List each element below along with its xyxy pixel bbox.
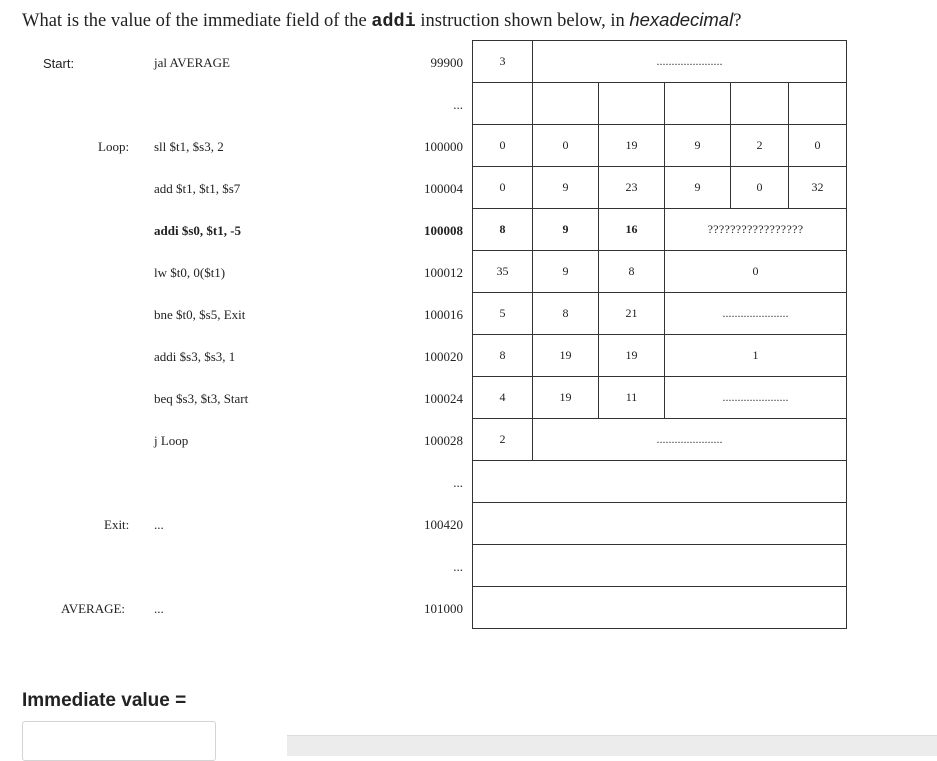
op-field: 5 xyxy=(472,292,533,335)
empty-field xyxy=(730,82,789,125)
immediate-value-input[interactable] xyxy=(22,721,216,761)
rt-field: 19 xyxy=(598,124,665,167)
rs-field: 8 xyxy=(532,292,599,335)
empty-row xyxy=(472,586,847,629)
instr-addi-s3: addi $s3, $s3, 1 xyxy=(154,349,236,364)
funct-field: 0 xyxy=(788,124,847,167)
rs-field: 19 xyxy=(532,334,599,377)
address: 101000 xyxy=(424,601,463,616)
instr-jal: jal AVERAGE xyxy=(154,55,230,70)
immediate-field: 0 xyxy=(664,250,847,293)
rt-field: 8 xyxy=(598,250,665,293)
immediate-value-label: Immediate value = xyxy=(22,690,187,711)
label-loop: Loop: xyxy=(98,139,130,154)
rt-field: 11 xyxy=(598,376,665,419)
address-ellipsis: ... xyxy=(453,97,463,112)
rt-field: 23 xyxy=(598,166,665,209)
immediate-field-unknown: ????????????????? xyxy=(664,208,847,251)
address: 100024 xyxy=(424,391,463,406)
op-field: 35 xyxy=(472,250,533,293)
address: 100016 xyxy=(424,307,463,322)
address: 100000 xyxy=(424,139,463,154)
label-exit: Exit: xyxy=(104,517,130,532)
empty-field xyxy=(532,82,599,125)
rd-field: 9 xyxy=(664,166,731,209)
instr-lw: lw $t0, 0($t1) xyxy=(154,265,226,280)
address: 100004 xyxy=(424,181,463,196)
address-ellipsis: ... xyxy=(453,559,463,574)
empty-row xyxy=(472,544,847,587)
instr-beq: beq $s3, $t3, Start xyxy=(154,391,249,406)
op-field: 3 xyxy=(472,40,533,83)
instr-bne: bne $t0, $s5, Exit xyxy=(154,307,246,322)
op-field: 0 xyxy=(472,166,533,209)
address: 100028 xyxy=(424,433,463,448)
op-field: 0 xyxy=(472,124,533,167)
instr-average-ellipsis: ... xyxy=(154,601,164,616)
question-prefix: What is the value of the immediate field of the xyxy=(22,11,372,31)
op-field: 2 xyxy=(472,418,533,461)
op-field: 8 xyxy=(472,334,533,377)
shamt-field: 0 xyxy=(730,166,789,209)
address-ellipsis: ... xyxy=(453,475,463,490)
address: 100008 xyxy=(424,223,463,238)
rt-field: 19 xyxy=(598,334,665,377)
target-field: ...................... xyxy=(532,418,847,461)
instr-exit-ellipsis: ... xyxy=(154,517,164,532)
instr-add: add $t1, $t1, $s7 xyxy=(154,181,241,196)
empty-row xyxy=(472,502,847,545)
rs-field: 19 xyxy=(532,376,599,419)
empty-field xyxy=(664,82,731,125)
shamt-field: 2 xyxy=(730,124,789,167)
question-middle: instruction shown below, in xyxy=(415,11,630,31)
rs-field: 0 xyxy=(532,124,599,167)
question-text xyxy=(22,9,741,32)
rd-field: 9 xyxy=(664,124,731,167)
empty-row xyxy=(472,460,847,503)
address: 100020 xyxy=(424,349,463,364)
address: 99900 xyxy=(430,55,463,70)
immediate-field: 1 xyxy=(664,334,847,377)
label-start: Start: xyxy=(43,56,75,71)
immediate-field: ...................... xyxy=(664,376,847,419)
question-format: hexadecimal xyxy=(629,9,734,30)
label-average: AVERAGE: xyxy=(61,601,126,616)
funct-field: 32 xyxy=(788,166,847,209)
question-instruction-code: addi xyxy=(371,11,416,32)
address: 100012 xyxy=(424,265,463,280)
question-suffix: ? xyxy=(733,11,742,31)
rs-field: 9 xyxy=(532,250,599,293)
op-field: 4 xyxy=(472,376,533,419)
empty-field xyxy=(788,82,847,125)
immediate-field: ...................... xyxy=(664,292,847,335)
op-field: 8 xyxy=(472,208,533,251)
empty-field xyxy=(598,82,665,125)
instr-sll: sll $t1, $s3, 2 xyxy=(154,139,224,154)
empty-field xyxy=(472,82,533,125)
rt-field: 16 xyxy=(598,208,665,251)
bottom-panel xyxy=(287,735,937,756)
rs-field: 9 xyxy=(532,166,599,209)
address: 100420 xyxy=(424,517,463,532)
instr-addi-s0: addi $s0, $t1, -5 xyxy=(154,223,242,238)
target-field: ...................... xyxy=(532,40,847,83)
rt-field: 21 xyxy=(598,292,665,335)
instr-j: j Loop xyxy=(154,433,189,448)
rs-field: 9 xyxy=(532,208,599,251)
